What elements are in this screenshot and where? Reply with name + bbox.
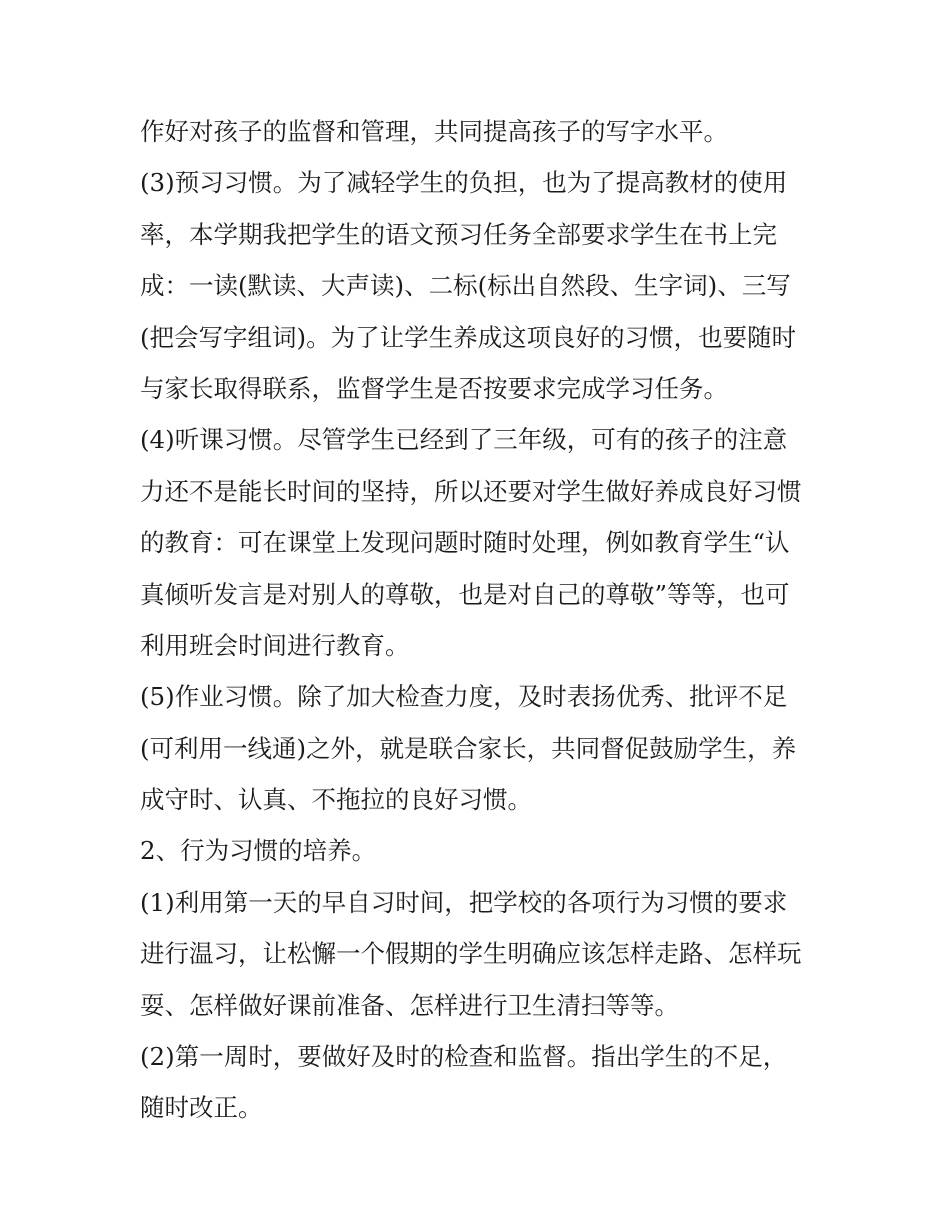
- text-line: 作好对孩子的监督和管理，共同提高孩子的写字水平。: [140, 117, 728, 146]
- text-line: 利用班会时间进行教育。: [140, 630, 410, 660]
- text-line: 与家长取得联系，监督学生是否按要求完成学习任务。: [140, 373, 728, 403]
- text-line: (1)利用第一天的早自习时间，把学校的各项行为习惯的要求: [140, 887, 788, 917]
- section-heading: 2、行为习惯的培养。: [140, 836, 377, 866]
- text-line: 率，本学期我把学生的语文预习任务全部要求学生在书上完: [140, 219, 777, 249]
- text-line: 成：一读(默读、大声读)、二标(标出自然段、生字词)、三写: [140, 271, 791, 301]
- text-line: (2)第一周时，要做好及时的检查和监督。指出学生的不足，: [140, 1042, 788, 1072]
- text-line: 随时改正。: [140, 1093, 263, 1123]
- text-line: 耍、怎样做好课前准备、怎样进行卫生清扫等等。: [140, 990, 679, 1020]
- text-line: (3)预习习惯。为了减轻学生的负担，也为了提高教材的使用: [140, 168, 788, 198]
- text-line: 进行温习，让松懈一个假期的学生明确应该怎样走路、怎样玩: [140, 939, 802, 969]
- text-line: 力还不是能长时间的坚持，所以还要对学生做好养成良好习惯: [140, 476, 802, 506]
- text-line: (4)听课习惯。尽管学生已经到了三年级，可有的孩子的注意: [140, 425, 788, 455]
- text-line: (可利用一线通)之外，就是联合家长，共同督促鼓励学生，养: [140, 733, 797, 763]
- text-line: 成守时、认真、不拖拉的良好习惯。: [140, 785, 532, 815]
- text-line: (5)作业习惯。除了加大检查力度，及时表扬优秀、批评不足: [140, 682, 788, 712]
- text-line: 真倾听发言是对别人的尊敬，也是对自己的尊敬”等等，也可: [140, 579, 790, 609]
- document-body: [140, 106, 820, 1134]
- text-line: 的教育：可在课堂上发现问题时随时处理，例如教育学生“认: [140, 528, 790, 558]
- text-line: (把会写字组词)。为了让学生养成这项良好的习惯，也要随时: [140, 322, 797, 352]
